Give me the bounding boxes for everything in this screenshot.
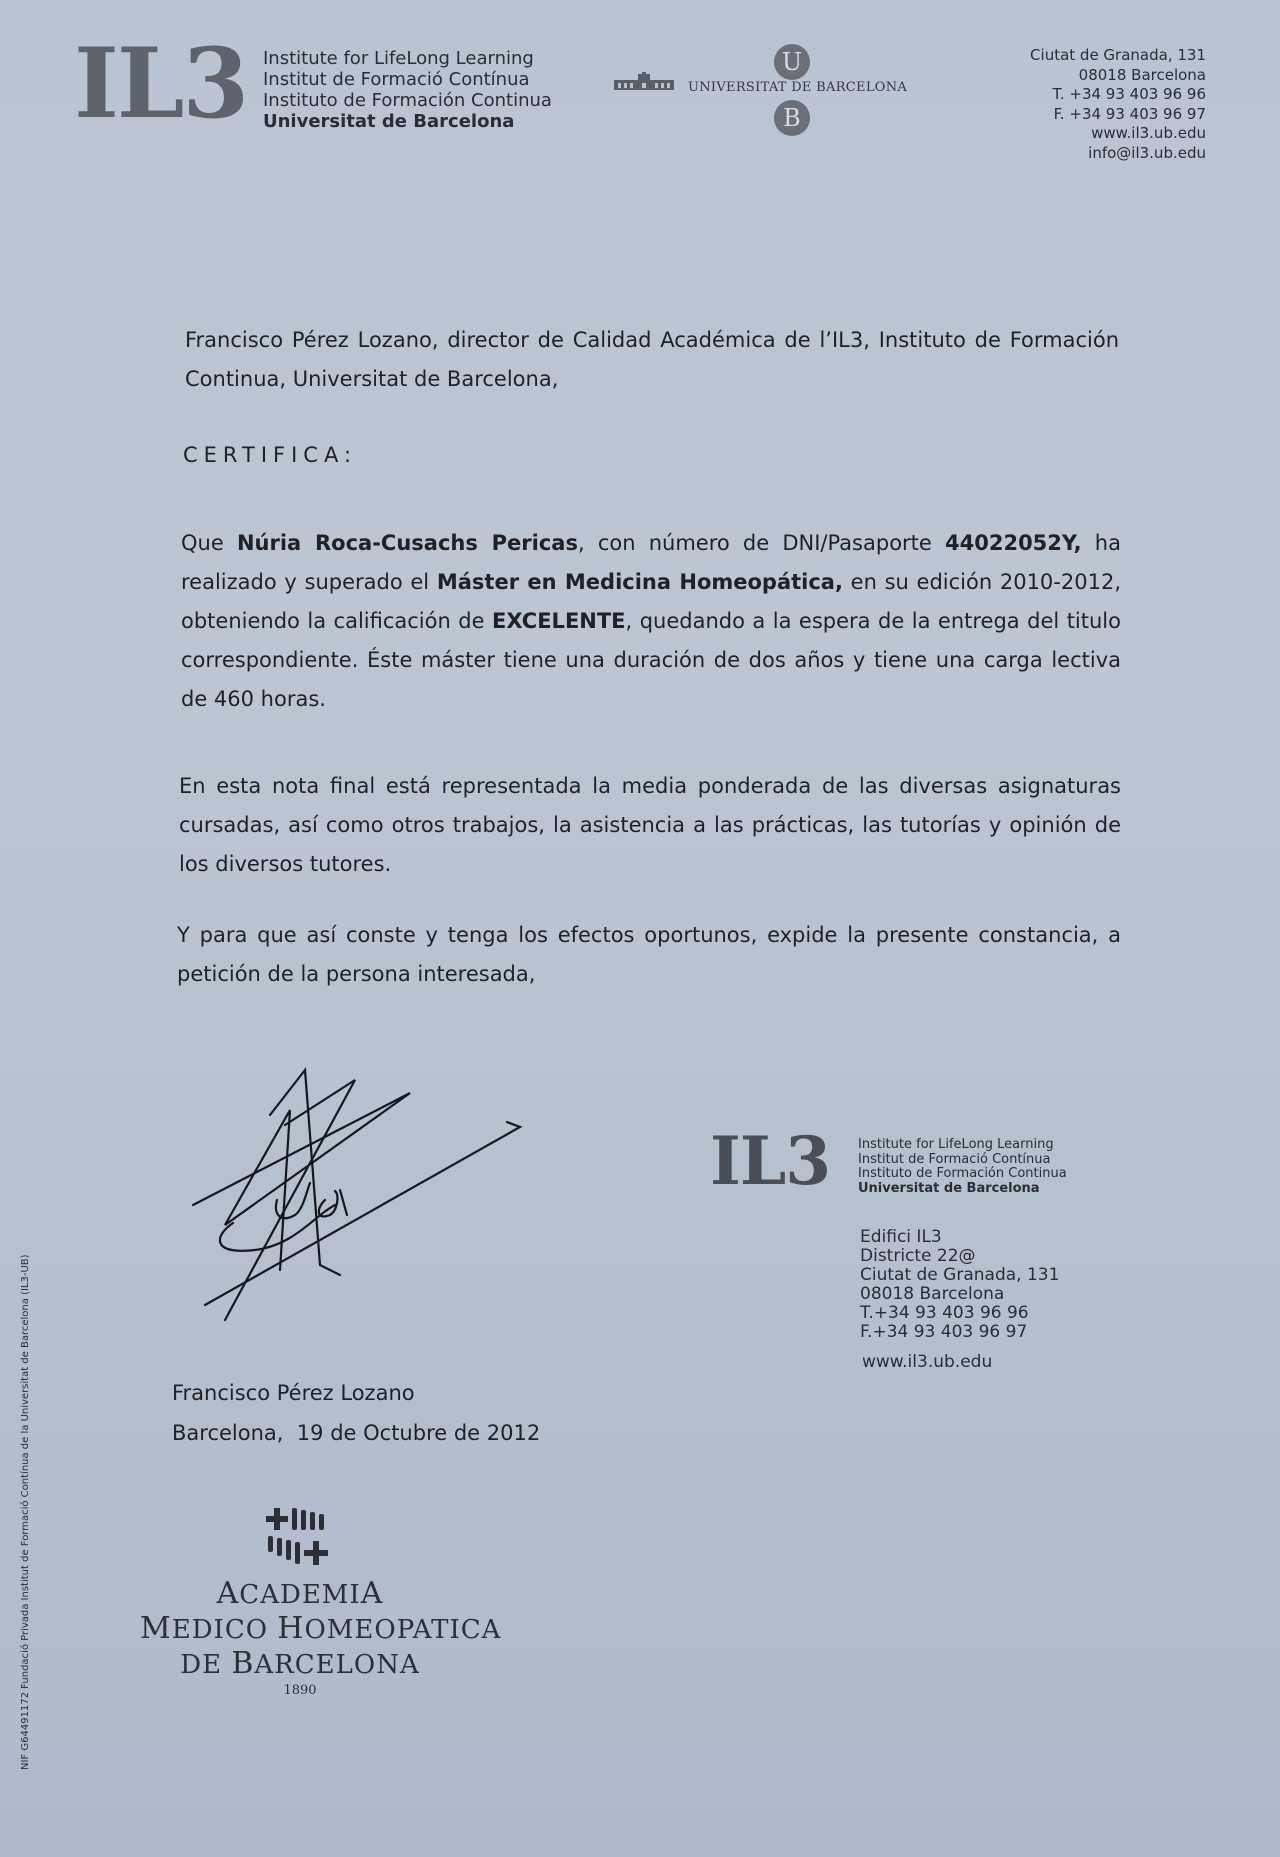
address-city: 08018 Barcelona <box>1078 65 1206 84</box>
stamp-city: 08018 Barcelona <box>860 1284 1005 1304</box>
il3-line-es: Instituto de Formación Continua <box>263 90 552 111</box>
stamp-building: Edifici IL3 <box>860 1227 942 1247</box>
place-date: Barcelona, 19 de Octubre de 2012 <box>172 1421 541 1445</box>
closing-paragraph: Y para que así conste y tenga los efectos oportunos, expide la presente constancia, a petición de la persona interesada, <box>177 923 1121 986</box>
ub-circle-u: U <box>774 44 810 80</box>
ub-circle-b: B <box>774 100 810 136</box>
il3-stamp-text <box>858 1138 1067 1196</box>
address-street: Ciutat de Granada, 131 <box>1030 46 1206 64</box>
signer-block <box>172 1373 540 1453</box>
stamp-street: Ciutat de Granada, 131 <box>860 1265 1060 1285</box>
p2-dni-text: , con número de DNI/Pasaporte <box>577 531 932 555</box>
master-title: Máster en Medicina Homeopática, <box>436 570 843 594</box>
p2-text-3: , quedando a la espera de la entrega del titulo correspondiente. Éste máster tiene una duración de dos años y tiene una carga lectiva de 460 horas. <box>181 609 1121 711</box>
academia-line-3: DE BARCELONA <box>180 1646 420 1681</box>
academia-cross-icon <box>264 1506 336 1570</box>
stamp-fax: F.+34 93 403 96 97 <box>860 1322 1028 1342</box>
p2-text-1: ha realizado y superado el <box>181 531 1121 594</box>
stamp-district: Districte 22@ <box>860 1246 976 1266</box>
academia-year: 1890 <box>283 1683 317 1698</box>
signer-name: Francisco Pérez Lozano <box>172 1381 415 1405</box>
il3-line-ca: Institut de Formació Contínua <box>263 69 530 90</box>
stamp-university: Universitat de Barcelona <box>858 1180 1040 1196</box>
stamp-line-ca: Institut de Formació Contínua <box>858 1151 1051 1167</box>
stamp-line-es: Instituto de Formación Continua <box>858 1166 1067 1181</box>
address-fax: F. +34 93 403 96 97 <box>1053 104 1206 123</box>
certifica-heading: CERTIFICA: <box>183 443 358 467</box>
p2-que: Que <box>181 531 224 555</box>
student-name: Núria Roca-Cusachs Pericas <box>236 531 578 555</box>
stamp-address <box>860 1228 1059 1342</box>
p2-text-2: en su edición 2010-2012, obteniendo la calificación de <box>181 570 1121 633</box>
academia-line-2: MEDICO HOMEOPATICA <box>140 1611 502 1646</box>
student-dni: 44022052Y, <box>945 531 1082 555</box>
ub-name: UNIVERSITAT DE BARCELONA <box>688 80 908 95</box>
signature-scribble <box>185 1065 525 1325</box>
stamp-line-en: Institute for LifeLong Learning <box>858 1137 1054 1152</box>
stamp-phone: T.+34 93 403 96 96 <box>860 1303 1029 1323</box>
certification-paragraph <box>181 524 1121 719</box>
ub-logo <box>612 44 912 136</box>
academia-logo-text <box>140 1576 502 1682</box>
ub-building-icon <box>614 72 674 90</box>
il3-header-text <box>263 48 552 132</box>
il3-stamp-logo: IL3 <box>710 1122 831 1200</box>
header-address <box>1030 46 1206 163</box>
intro-paragraph: Francisco Pérez Lozano, director de Calidad Académica de l’IL3, Instituto de Formación Continua, Universitat de Barcelona, <box>185 328 1119 391</box>
stamp-web: www.il3.ub.edu <box>862 1352 993 1372</box>
il3-logo: IL3 <box>74 27 248 140</box>
academia-line-1: ACADEMIA <box>216 1576 384 1611</box>
il3-line-en: Institute for LifeLong Learning <box>263 48 534 69</box>
grade-explanation-paragraph: En esta nota final está representada la media ponderada de las diversas asignaturas cursadas, así como otros trabajos, la asistencia a las prácticas, las tutorías y opinión de los diversos tutores. <box>179 774 1121 876</box>
address-email: info@il3.ub.edu <box>1088 143 1206 162</box>
grade: EXCELENTE <box>492 609 626 633</box>
address-web: www.il3.ub.edu <box>1091 124 1206 142</box>
il3-university: Universitat de Barcelona <box>263 111 515 132</box>
nif-footer: NIF G64491172 Fundació Privada Institut de Formació Contínua de la Universitat de Barcelona (IL3-UB) <box>20 1254 31 1770</box>
address-phone: T. +34 93 403 96 96 <box>1052 85 1206 103</box>
